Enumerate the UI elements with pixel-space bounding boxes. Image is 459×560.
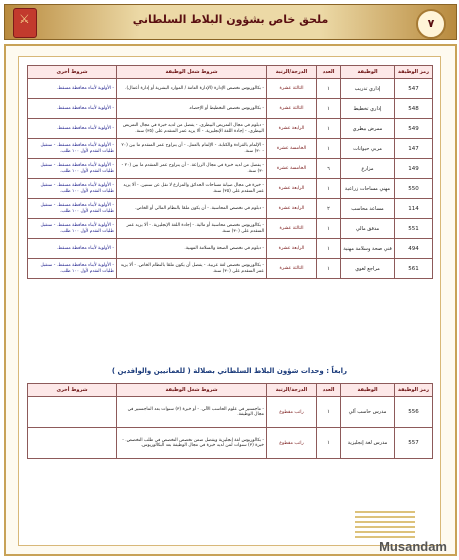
header-other: شروط أخرى — [28, 384, 117, 397]
job-code: 547 — [395, 79, 433, 99]
job-title: مدرس لغة إنجليزية — [341, 428, 395, 459]
job-title: ممرض بيطري — [341, 119, 395, 139]
jobs-table-2 — [27, 383, 433, 459]
job-count: ١ — [317, 397, 341, 428]
job-title: مراجع لغوي — [341, 259, 395, 279]
job-grade: الثالثة عشرة — [267, 259, 317, 279]
watermark-text: Musandam — [379, 539, 447, 554]
table-row — [28, 199, 433, 219]
job-title: مدرس حاسب آلي — [341, 397, 395, 428]
job-count: ١ — [317, 99, 341, 119]
page-title: ملحق خاص بشؤون البلاط السلطاني — [132, 13, 329, 26]
job-other-conditions: - الأولوية لأبناء محافظة مسقط. - ستقبل طلبات التقدم لأول ١٠٠ طلب. — [28, 139, 117, 159]
job-requirements: - دبلوم في تخصص الصحة والسلامة المهنية. — [117, 239, 267, 259]
job-requirements: - ماجستير في علوم الحاسب الآلي. - أو خبرة (٣) سنوات بعد الماجستير في مجال الوظيفة. — [117, 397, 267, 428]
header-code: رمز الوظيفة — [395, 384, 433, 397]
job-code: 494 — [395, 239, 433, 259]
job-requirements: - بكالوريوس تخصص محاسبة أو مالية. - إجادة اللغة الإنجليزية. - ألا يزيد عمر المتقدم على (٣٠) سنة. — [117, 219, 267, 239]
header-requirements: شروط شغل الوظيفة — [117, 384, 267, 397]
header-grade: الدرجة/الرتبة — [267, 384, 317, 397]
oman-khanjar-emblem-icon: ⚔ — [13, 8, 37, 38]
job-requirements: - بكالوريوس تخصص التخطيط أو الإحصاء. — [117, 99, 267, 119]
job-code: 147 — [395, 139, 433, 159]
header-grade: الدرجة/الرتبة — [267, 66, 317, 79]
job-code: 561 — [395, 259, 433, 279]
job-requirements: - بكالوريوس تخصص الإدارة (الإدارة العامة / الموارد البشرية أو إدارة أعمال). — [117, 79, 267, 99]
job-count: ١ — [317, 259, 341, 279]
job-requirements: - الإلمام بالقراءة والكتابة. - الإلمام بالعمل. - أن يتراوح عمر المتقدم ما بين (٢٠ - ٣٠) سنة. — [117, 139, 267, 159]
job-code: 548 — [395, 99, 433, 119]
job-requirements: - دبلوم في تخصص المحاسبة. - أن يكون ملمًا بالنظام المالي أو الخاص. — [117, 199, 267, 219]
job-other-conditions: - الأولوية لأبناء محافظة مسقط. — [28, 119, 117, 139]
job-title: إداري تخطيط — [341, 99, 395, 119]
job-other-conditions: - الأولوية لأبناء محافظة مسقط. — [28, 99, 117, 119]
job-code: 549 — [395, 119, 433, 139]
job-grade: الرابعة عشرة — [267, 179, 317, 199]
job-code: 551 — [395, 219, 433, 239]
table-row — [28, 397, 433, 428]
job-title: مزارع — [341, 159, 395, 179]
section-title: رابعاً : وحدات شؤون البلاط السلطاني بصلالة ( للعمانيين والوافدين ) — [111, 367, 348, 375]
table-row — [28, 159, 433, 179]
header-other: شروط أخرى — [28, 66, 117, 79]
job-count: ١ — [317, 79, 341, 99]
job-grade: الرابعة عشرة — [267, 119, 317, 139]
job-grade: راتب مقطوع — [267, 397, 317, 428]
job-count: ١ — [317, 119, 341, 139]
job-other-conditions — [28, 397, 117, 428]
job-grade: الخامسة عشرة — [267, 159, 317, 179]
job-grade: الرابعة عشرة — [267, 199, 317, 219]
job-code: 114 — [395, 199, 433, 219]
table-row — [28, 239, 433, 259]
header-code: رمز الوظيفة — [395, 66, 433, 79]
job-other-conditions — [28, 428, 117, 459]
job-other-conditions: - الأولوية لأبناء محافظة مسقط. - ستقبل طلبات التقدم لأول ١٠٠ طلب. — [28, 199, 117, 219]
table-row — [28, 99, 433, 119]
job-grade: الثالثة عشرة — [267, 79, 317, 99]
table-row — [28, 179, 433, 199]
job-other-conditions: - الأولوية لأبناء محافظة مسقط. — [28, 239, 117, 259]
job-count: ٢ — [317, 199, 341, 219]
document-body — [18, 56, 441, 546]
header-requirements: شروط شغل الوظيفة — [117, 66, 267, 79]
job-count: ٦ — [317, 159, 341, 179]
job-code: 557 — [395, 428, 433, 459]
job-title: مربي حيوانات — [341, 139, 395, 159]
table-header-row — [28, 384, 433, 397]
table-row — [28, 79, 433, 99]
header-count: العدد — [317, 384, 341, 397]
jobs-table-1 — [27, 65, 433, 279]
job-requirements: - يفضل من لديه خبرة في مجال الزراعة. - أن يتراوح عمر المتقدم ما بين (٢٠ - ٣٠) سنة. — [117, 159, 267, 179]
job-count: ١ — [317, 239, 341, 259]
job-title: مساعد محاسب — [341, 199, 395, 219]
job-requirements: - خبرة في مجال صيانة مساحات الحدائق والمزارع لا تقل عن سنتين. - ألا يزيد عمر المتقدم على (٣٥) سنة. — [117, 179, 267, 199]
job-grade: الرابعة عشرة — [267, 239, 317, 259]
page-header — [4, 4, 457, 40]
job-count: ١ — [317, 219, 341, 239]
job-grade: الثالثة عشرة — [267, 99, 317, 119]
table-row — [28, 219, 433, 239]
header-job: الوظيفة — [341, 66, 395, 79]
job-grade: الثالثة عشرة — [267, 219, 317, 239]
watermark-graphic — [355, 508, 415, 538]
job-code: 149 — [395, 159, 433, 179]
job-other-conditions: - الأولوية لأبناء محافظة مسقط. - ستقبل طلبات التقدم لأول ١٠٠ طلب. — [28, 259, 117, 279]
job-count: ١ — [317, 179, 341, 199]
job-other-conditions: - الأولوية لأبناء محافظة مسقط. - ستقبل طلبات التقدم لأول ١٠٠ طلب. — [28, 219, 117, 239]
page-number-badge: ٧ — [416, 9, 446, 39]
job-title: مدقق مالي — [341, 219, 395, 239]
table-row — [28, 259, 433, 279]
job-requirements: - بكالوريوس تخصص لغة عربية. - يفضل أن يكون ملمًا بالنظام الخاص. - ألا يزيد عمر المتقدم على (٣٠) سنة. — [117, 259, 267, 279]
watermark-logo — [335, 504, 455, 554]
job-other-conditions: - الأولوية لأبناء محافظة مسقط. - ستقبل طلبات التقدم لأول ١٠٠ طلب. — [28, 159, 117, 179]
job-other-conditions: - الأولوية لأبناء محافظة مسقط. — [28, 79, 117, 99]
job-grade: الخامسة عشرة — [267, 139, 317, 159]
job-title: إداري تدريب — [341, 79, 395, 99]
job-requirements: - دبلوم في مجال التمريض البيطري. - يفضل من لديه خبرة في مجال التمريض البيطري. - إجادة اللغة الإنجليزية. - ألا يزيد عمر المتقدم على (٣٥) سنة. — [117, 119, 267, 139]
header-job: الوظيفة — [341, 384, 395, 397]
job-other-conditions: - الأولوية لأبناء محافظة مسقط. - ستقبل طلبات التقدم لأول ١٠٠ طلب. — [28, 179, 117, 199]
job-count: ١ — [317, 428, 341, 459]
table-row — [28, 139, 433, 159]
document-frame — [4, 44, 457, 556]
job-requirements: - بكالوريوس لغة إنجليزية ويفضل ضمن تخصص التخصص في طلب التخصص. - خبرة (٣) سنوات لمن لديه خبرة في مجال الوظيفة بعد البكالوريوس. — [117, 428, 267, 459]
job-title: مهني مساحات زراعية — [341, 179, 395, 199]
job-grade: راتب مقطوع — [267, 428, 317, 459]
table-row — [28, 428, 433, 459]
job-code: 550 — [395, 179, 433, 199]
table-header-row — [28, 66, 433, 79]
table-row — [28, 119, 433, 139]
header-count: العدد — [317, 66, 341, 79]
job-count: ١ — [317, 139, 341, 159]
job-title: فني صحة وسلامة مهنية — [341, 239, 395, 259]
job-code: 556 — [395, 397, 433, 428]
